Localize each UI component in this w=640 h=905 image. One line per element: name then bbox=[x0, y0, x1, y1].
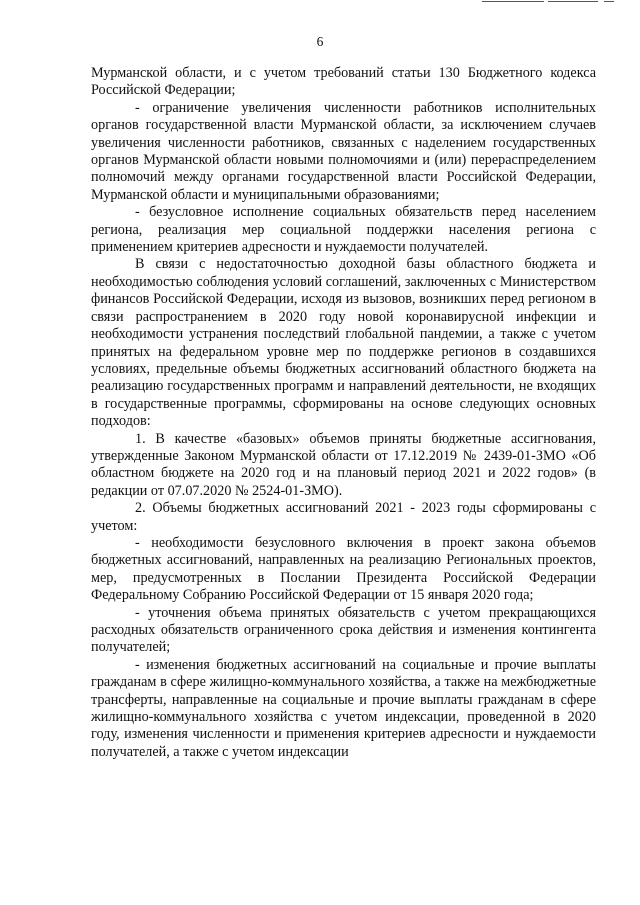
paragraph-housing-payments: - изменения бюджетных ассигнований на социальные и прочие выплаты гражданам в сфере жилищно-коммунального хозяйства, а также на межбюджетные трансферты, направленные на социальные и прочие выплаты гражданам в сфере жилищно-коммунального хозяйства с учетом индексации, проведенной в 2020 году, изменения численности и применения критериев адресности и нуждаемости получателей, а также с учетом индексации bbox=[91, 656, 596, 760]
paragraph-obligations-update: - уточнения объема принятых обязательств с учетом прекращающихся расходных обязательств ограниченного срока действия и изменения контингента получателей; bbox=[91, 604, 596, 656]
paragraph-approaches-intro: В связи с недостаточностью доходной базы областного бюджета и необходимостью соблюдения условий соглашений, заключенных с Министерством финансов Российской Федерации, исходя из вызовов, возникших перед регионом в связи распространением в 2020 году новой коронавирусной инфекции и необходимости устранения последствий глобальной пандемии, а также с учетом принятых на федеральном уровне мер по поддержке регионов в создавшихся условиях, предельные объемы бюджетных ассигнований областного бюджета на реализацию государственных программ и направлений деятельности, не входящих в государственные программы, сформированы на основе следующих основных подходов: bbox=[91, 256, 596, 430]
paragraph-continuation: Мурманской области, и с учетом требований статьи 130 Бюджетного кодекса Российской Федерации; bbox=[91, 65, 596, 99]
paragraph-restriction: - ограничение увеличения численности работников исполнительных органов государственной власти Мурманской области, за исключением случаев увеличения численности работников, связанных с наделением государственных органов Мурманской области новыми полномочиями и (или) перераспределением полномочий между органами государственной власти Российской Федерации, Мурманской области и муниципальными образованиями; bbox=[91, 99, 596, 203]
paragraph-item-1: 1. В качестве «базовых» объемов приняты бюджетные ассигнования, утвержденные Законом Мурманской области от 17.12.2019 № 2439-01-ЗМО «Об областном бюджете на 2020 год и на плановый период 2021 и 2022 годов» (в редакции от 07.07.2020 № 2524-01-ЗМО). bbox=[91, 430, 596, 499]
page-number: 6 bbox=[316, 34, 324, 49]
scan-artifact-lines bbox=[482, 0, 622, 4]
paragraph-social-obligations: - безусловное исполнение социальных обязательств перед населением региона, реализация мер социальной поддержки населения региона с применением критериев адресности и нуждаемости получателей. bbox=[91, 204, 596, 256]
document-body bbox=[91, 65, 596, 761]
paragraph-regional-projects: - необходимости безусловного включения в проект закона объемов бюджетных ассигнований, направленных на реализацию Региональных проектов, мер, предусмотренных в Послании Президента Российской Федерации Федеральному Собранию Российской Федерации от 15 января 2020 года; bbox=[91, 534, 596, 604]
paragraph-item-2: 2. Объемы бюджетных ассигнований 2021 - 2023 годы сформированы с учетом: bbox=[91, 500, 596, 534]
